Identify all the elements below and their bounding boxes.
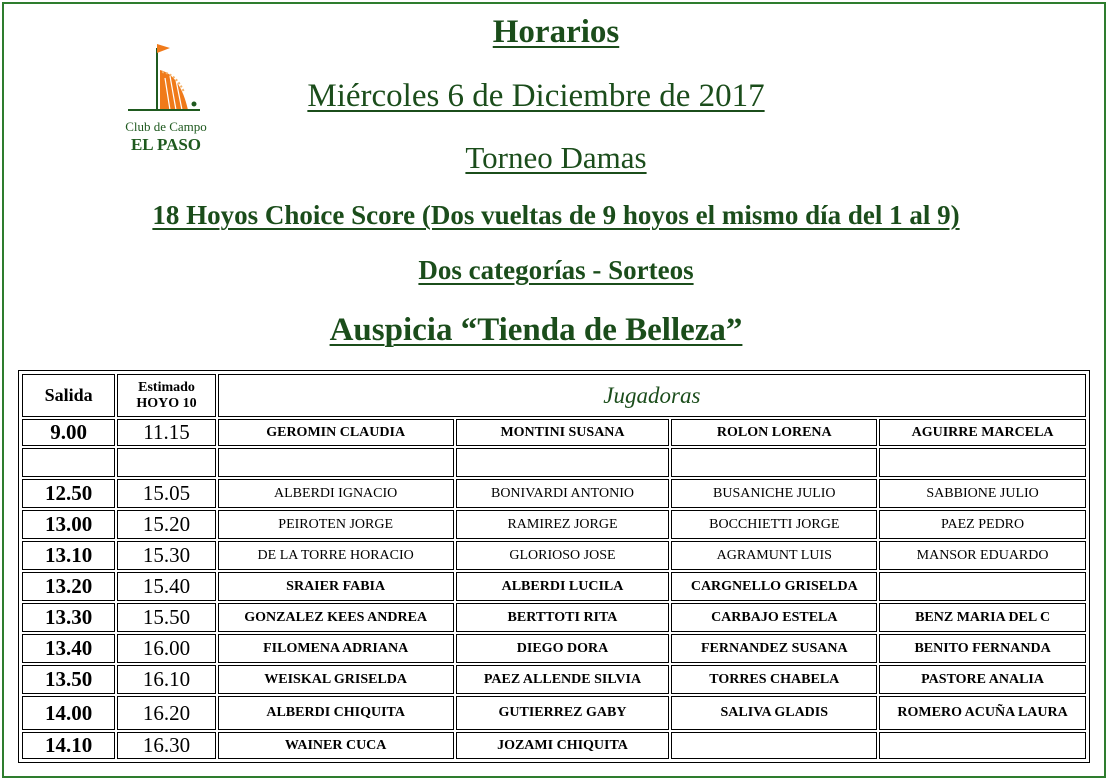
player-cell: JOZAMI CHIQUITA	[456, 732, 670, 759]
table-row	[22, 541, 1086, 570]
player-cell: ROLON LORENA	[671, 419, 877, 446]
player-cell	[456, 448, 670, 477]
tee-times-table	[18, 370, 1090, 763]
salida-cell: 12.50	[22, 479, 115, 508]
player-cell: CARGNELLO GRISELDA	[671, 572, 877, 601]
estimado-cell: 16.30	[117, 732, 215, 759]
player-cell: BOCCHIETTI JORGE	[671, 510, 877, 539]
player-cell	[879, 732, 1086, 759]
table-row	[22, 419, 1086, 446]
estimado-cell: 15.50	[117, 603, 215, 632]
player-cell: PAEZ ALLENDE SILVIA	[456, 665, 670, 694]
table-row	[22, 696, 1086, 730]
player-cell: GEROMIN CLAUDIA	[218, 419, 454, 446]
estimado-cell: 16.00	[117, 634, 215, 663]
estimado-cell: 16.20	[117, 696, 215, 730]
player-cell: SABBIONE JULIO	[879, 479, 1086, 508]
player-cell: GONZALEZ KEES ANDREA	[218, 603, 454, 632]
player-cell: CARBAJO ESTELA	[671, 603, 877, 632]
player-cell: FERNANDEZ SUSANA	[671, 634, 877, 663]
estimado-cell: 11.15	[117, 419, 215, 446]
player-cell: MANSOR EDUARDO	[879, 541, 1086, 570]
player-cell	[218, 448, 454, 477]
salida-cell: 14.10	[22, 732, 115, 759]
player-cell: AGRAMUNT LUIS	[671, 541, 877, 570]
player-cell: AGUIRRE MARCELA	[879, 419, 1086, 446]
salida-cell: 13.30	[22, 603, 115, 632]
estimado-cell: 15.20	[117, 510, 215, 539]
player-cell: WAINER CUCA	[218, 732, 454, 759]
logo-line2: EL PASO	[130, 135, 202, 154]
page-title: Horarios	[492, 14, 620, 50]
player-cell: PAEZ PEDRO	[879, 510, 1086, 539]
player-cell	[671, 448, 877, 477]
header-estimado: Estimado HOYO 10	[117, 374, 215, 417]
table-row	[22, 572, 1086, 601]
player-cell: PASTORE ANALIA	[879, 665, 1086, 694]
tournament-format: 18 Hoyos Choice Score (Dos vueltas de 9 hoyos el mismo día del 1 al 9)	[152, 200, 960, 230]
player-cell: PEIROTEN JORGE	[218, 510, 454, 539]
estimado-cell	[117, 448, 215, 477]
player-cell: ROMERO ACUÑA LAURA	[879, 696, 1086, 730]
estimado-cell: 15.30	[117, 541, 215, 570]
table-row	[22, 634, 1086, 663]
player-cell: GUTIERREZ GABY	[456, 696, 670, 730]
salida-cell: 13.40	[22, 634, 115, 663]
salida-cell: 9.00	[22, 419, 115, 446]
table-row	[22, 479, 1086, 508]
salida-cell: 13.50	[22, 665, 115, 694]
player-cell: MONTINI SUSANA	[456, 419, 670, 446]
player-cell: BERTTOTI RITA	[456, 603, 670, 632]
salida-cell: 14.00	[22, 696, 115, 730]
salida-cell: 13.00	[22, 510, 115, 539]
table-header-row	[22, 374, 1086, 417]
table-row	[22, 603, 1086, 632]
salida-cell: 13.20	[22, 572, 115, 601]
player-cell	[879, 572, 1086, 601]
player-cell: BUSANICHE JULIO	[671, 479, 877, 508]
table-row	[22, 665, 1086, 694]
header-jugadoras: Jugadoras	[218, 374, 1086, 417]
player-cell: FILOMENA ADRIANA	[218, 634, 454, 663]
player-cell: BENZ MARIA DEL C	[879, 603, 1086, 632]
categories-note: Dos categorías - Sorteos	[418, 255, 694, 285]
table-row	[22, 448, 1086, 477]
table-row	[22, 510, 1086, 539]
player-cell: TORRES CHABELA	[671, 665, 877, 694]
player-cell: GLORIOSO JOSE	[456, 541, 670, 570]
player-cell: BONIVARDI ANTONIO	[456, 479, 670, 508]
player-cell: ALBERDI IGNACIO	[218, 479, 454, 508]
player-cell: DE LA TORRE HORACIO	[218, 541, 454, 570]
player-cell: WEISKAL GRISELDA	[218, 665, 454, 694]
estimado-cell: 15.05	[117, 479, 215, 508]
player-cell	[879, 448, 1086, 477]
player-cell: DIEGO DORA	[456, 634, 670, 663]
player-cell: SRAIER FABIA	[218, 572, 454, 601]
salida-cell: 13.10	[22, 541, 115, 570]
player-cell	[671, 732, 877, 759]
estimado-cell: 16.10	[117, 665, 215, 694]
sponsor-line: Auspicia “Tienda de Belleza”	[329, 312, 743, 348]
player-cell: RAMIREZ JORGE	[456, 510, 670, 539]
tournament-name: Torneo Damas	[465, 140, 647, 175]
salida-cell	[22, 448, 115, 477]
player-cell: ALBERDI CHIQUITA	[218, 696, 454, 730]
event-date: Miércoles 6 de Diciembre de 2017	[307, 78, 765, 114]
logo-line1: Club de Campo	[125, 119, 207, 134]
player-cell: SALIVA GLADIS	[671, 696, 877, 730]
player-cell: BENITO FERNANDA	[879, 634, 1086, 663]
header-salida: Salida	[22, 374, 115, 417]
player-cell: ALBERDI LUCILA	[456, 572, 670, 601]
estimado-cell: 15.40	[117, 572, 215, 601]
table-row	[22, 732, 1086, 759]
